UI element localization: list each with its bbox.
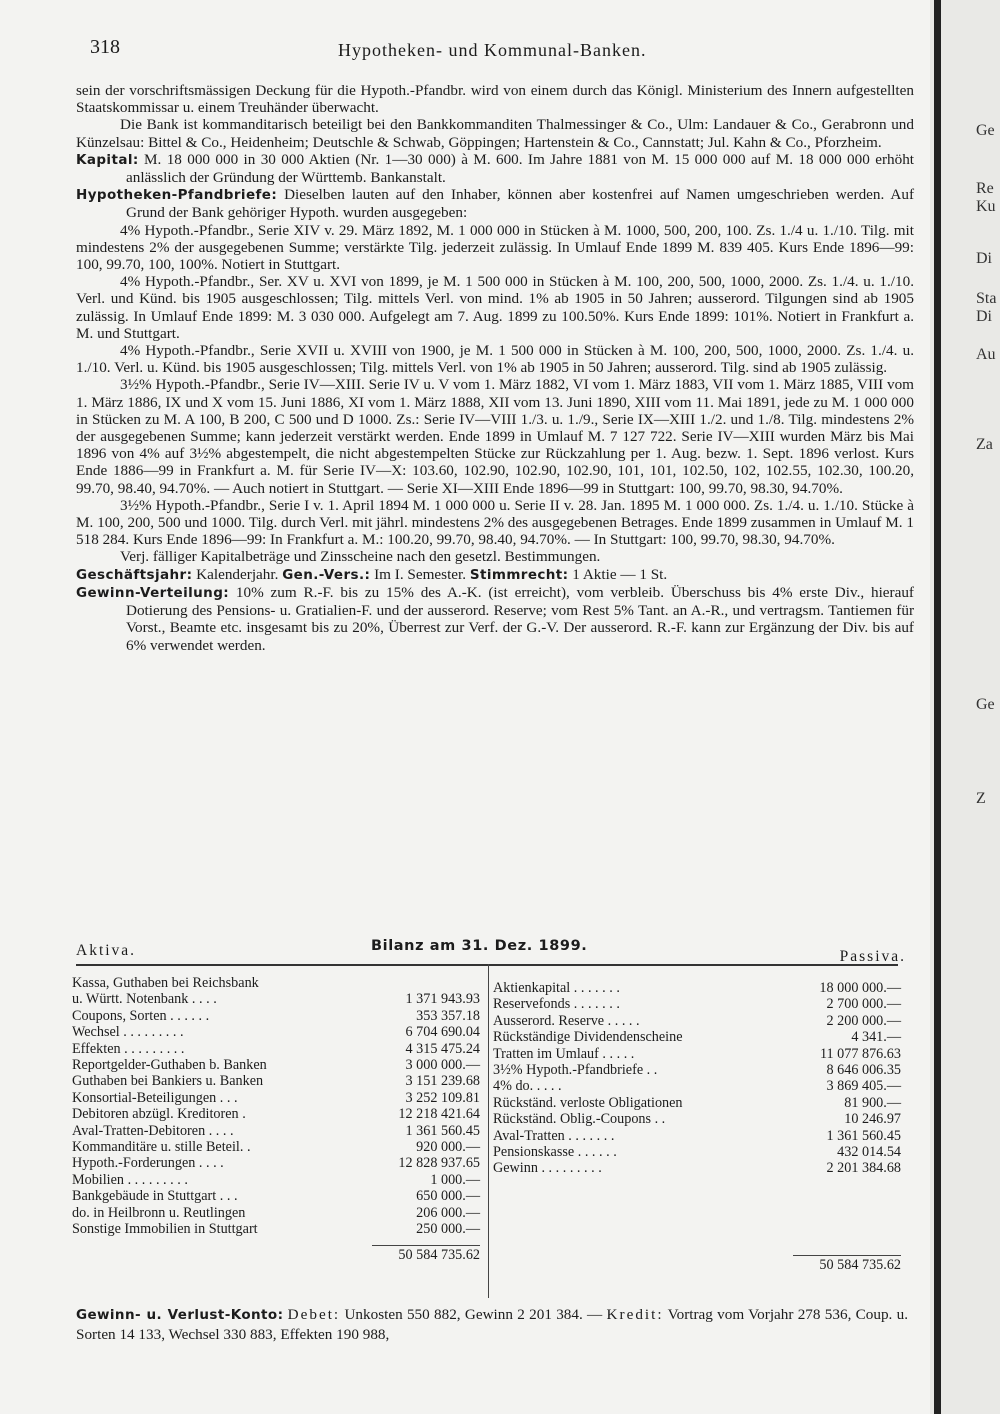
passiva-sum-rule bbox=[793, 1255, 901, 1256]
table-row bbox=[493, 1078, 901, 1094]
table-row bbox=[72, 1090, 480, 1106]
table-row bbox=[493, 1013, 901, 1029]
passiva-name: Gewinn . . . . . . . . . bbox=[493, 1160, 602, 1177]
passiva-value: 8 646 006.35 bbox=[826, 1062, 901, 1079]
pfandbriefe-text: Dieselben lauten auf den Inhaber, können aber kostenfrei auf Namen umgeschrieben werden. Auf Grund der Bank gehöriger Hypoth. wurden ausgegeben: bbox=[126, 186, 915, 222]
gewinn-verteilung-text: 10% zum R.-F. bis zu 15% des A.-K. (ist erreicht), vom verbleib. Überschuss bis 4% erste Div., hierauf Dotierung des Pensions- u. Gratialien-F. und der ausserord. Reserve; vom Rest 5% Tant. an A.-R., und vertragsm. Tantiemen für Vorst., Beamte etc. insgesamt bis zu 20%, Überrest zur Verf. der G.-V. Der ausserord. R.-F. kann zur Ergänzung der Div. bis auf 6% verwendet werden. bbox=[126, 583, 914, 654]
gutter-fragment: Sta bbox=[976, 290, 997, 307]
kredit-text: Vortrag vom Vorjahr 278 536, Coup. u. Sorten 14 133, Wechsel 330 883, Effekten 190 988, bbox=[76, 1306, 909, 1343]
section-kapital bbox=[76, 151, 914, 186]
table-row bbox=[493, 1029, 901, 1045]
aktiva-name: Kassa, Guthaben bei Reichsbank bbox=[72, 975, 259, 991]
page-fold-shadow bbox=[934, 0, 941, 1414]
passiva-name: 4% do. . . . . bbox=[493, 1078, 562, 1095]
gutter-fragment: Re bbox=[976, 180, 994, 197]
passiva-value: 81 900.— bbox=[844, 1094, 901, 1111]
table-row bbox=[493, 1046, 901, 1062]
aktiva-sum-rule bbox=[372, 1245, 480, 1246]
series-xiv: 4% Hypoth.-Pfandbr., Serie XIV v. 29. März 1892, M. 1 000 000 in Stücken à M. 1000, 500, 200, 100. Zs. 1./4 u. 1./10. Tilg. mit mindestens 2% der ausgegebenen Summe; verstärkte Tilg. jederzeit zulässig. In Umlauf Ende 1899 M. 839 405. Kurs Ende 1896—99: 100, 99.70, 100, 100%. Notiert in Stuttgart. bbox=[76, 221, 914, 274]
passiva-value: 2 700 000.— bbox=[826, 996, 901, 1013]
gen-vers-label: Gen.-Vers.: bbox=[282, 566, 371, 583]
passiva-name: Tratten im Umlauf . . . . . bbox=[493, 1045, 635, 1062]
aktiva-name: do. in Heilbronn u. Reutlingen bbox=[72, 1204, 246, 1221]
passiva-name: Aktienkapital . . . . . . . bbox=[493, 980, 620, 996]
passiva-spacer bbox=[493, 1177, 901, 1248]
aktiva-value: 1 000.— bbox=[430, 1171, 480, 1188]
aktiva-name: Sonstige Immobilien in Stuttgart bbox=[72, 1221, 258, 1238]
guv-label: Gewinn- u. Verlust-Konto: bbox=[76, 1307, 284, 1323]
section-pfandbriefe bbox=[76, 186, 914, 221]
pfandbriefe-label: Hypotheken-Pfandbriefe: bbox=[76, 187, 278, 204]
table-row bbox=[72, 1106, 480, 1122]
table-row bbox=[72, 1123, 480, 1139]
verjaehrung: Verj. fälliger Kapitalbeträge und Zinsscheine nach den gesetzl. Bestimmungen. bbox=[120, 548, 601, 566]
kapital-text: M. 18 000 000 in 30 000 Aktien (Nr. 1—30 000) à M. 600. Im Jahre 1881 von M. 15 000 000 auf M. 18 000 000 erhöht anlässlich der Gründung der Württemb. Bankanstalt. bbox=[126, 150, 915, 187]
table-row bbox=[72, 1041, 480, 1057]
passiva-total: 50 584 735.62 bbox=[819, 1256, 901, 1273]
table-row bbox=[493, 1111, 901, 1127]
gutter-fragment: Ku bbox=[976, 198, 996, 215]
aktiva-name: Coupons, Sorten . . . . . . bbox=[72, 1007, 210, 1024]
facing-page-edge bbox=[930, 0, 1000, 1414]
table-row bbox=[493, 996, 901, 1012]
passiva-table bbox=[493, 980, 901, 1273]
kredit-label: Kredit: bbox=[606, 1306, 664, 1323]
passiva-name: Rückständige Dividendenscheine bbox=[493, 1029, 683, 1046]
series-xvii-xviii: 4% Hypoth.-Pfandbr., Serie XVII u. XVIII von 1900, je M. 1 500 000 in Stücken à M. 100, 200, 500, 1000, 2000. Zs. 1./4. u. 1./10. Verl. u. Künd. bis 1905 ausgeschlossen; Tilg. mittels Verl. von 1% ab 1905 in 50 Jahren; ausserord. Tilg. sind ab 1905 zulässig. bbox=[76, 342, 914, 377]
running-head: Hypotheken- und Kommunal-Banken. bbox=[338, 40, 647, 60]
series-i-ii: 3½% Hypoth.-Pfandbr., Serie I v. 1. April 1894 M. 1 000 000 u. Serie II v. 28. Jan. 1895 M. 1 000 000. Zs. 1./4. u. 1./10. Stücke à M. 100, 200, 500 und 1000. Tilg. durch Verl. mit jährl. mindestens 2% des ausgegebenen Betrages. Ende 1899 zusammen in Umlauf M. 1 518 284. Kurs Ende 1896—99: In Frankfurt a. M.: 100.20, 99.70, 98.40, 94.70%. — In Stuttgart: 100, 99.70, 98.30, 94.70%. bbox=[76, 496, 914, 549]
geschaeftsjahr-text: Kalenderjahr. bbox=[196, 565, 279, 583]
table-row bbox=[72, 1188, 480, 1204]
aktiva-name: Wechsel . . . . . . . . . bbox=[72, 1024, 184, 1041]
table-row bbox=[72, 1221, 480, 1237]
aktiva-value: 920 000.— bbox=[416, 1139, 480, 1156]
aktiva-name: u. Württ. Notenbank . . . . bbox=[72, 991, 217, 1008]
passiva-value: 4 341.— bbox=[851, 1029, 901, 1046]
aktiva-value bbox=[379, 975, 480, 991]
passiva-value: 2 200 000.— bbox=[826, 1012, 901, 1029]
debet-label: Debet: bbox=[287, 1306, 341, 1323]
gen-vers-text: Im I. Semester. bbox=[374, 565, 467, 583]
aktiva-name: Debitoren abzügl. Kreditoren . bbox=[72, 1106, 246, 1123]
table-row bbox=[72, 1008, 480, 1024]
bilanz-header bbox=[76, 938, 906, 965]
aktiva-total: 50 584 735.62 bbox=[398, 1246, 480, 1263]
aktiva-value: 1 371 943.93 bbox=[405, 991, 480, 1008]
gutter-fragment: Z bbox=[976, 790, 986, 807]
table-row bbox=[72, 1155, 480, 1171]
geschaeftsjahr-label: Geschäftsjahr: bbox=[76, 566, 193, 583]
passiva-value: 18 000 000.— bbox=[819, 980, 901, 996]
aktiva-name: Aval-Tratten-Debitoren . . . . bbox=[72, 1122, 234, 1139]
gewinn-verlust-konto bbox=[76, 1305, 908, 1344]
aktiva-name: Kommanditäre u. stille Beteil. . bbox=[72, 1139, 251, 1156]
gutter-fragment: Ge bbox=[976, 696, 995, 713]
aktiva-value: 353 357.18 bbox=[416, 1007, 480, 1024]
series-iv-xiii: 3½% Hypoth.-Pfandbr., Serie IV—XIII. Serie IV u. V vom 1. März 1882, VI vom 1. März 1883, VII vom 1. März 1885, VIII vom 1. März 1886, IX und X vom 15. Juni 1886, XI vom 1. März 1888, XII vom 13. Juni 1890, XIII vom 11. Mai 1891, jede zu M. 1 000 000 in Stücken zu M. A 100, B 200, C 500 und D 1000. Zs.: Serie IV—VIII 1./3. u. 1./9., Serie IX—XIII 1./2. und 1./8. Tilg. mindestens 2% der ausgegebenen Summe; kann jederzeit verstärkt werden. Ende 1899 in Umlauf M. 7 127 722. Serie IV—XIII wurden März bis Mai 1896 von 4% auf 3½% abgestempelt, die nicht abgestempelten Stücke zur Rückzahlung per 1. Aug. bezw. 1. Sept. 1896 verlost. Kurs Ende 1886—99 in Frankfurt a. M. für Serie IV—X: 103.60, 102.90, 102.90, 102.90, 101, 101, 102.50, 102, 102.55, 102.30, 100.20, 99.70, 98.40, 94.70%. — Auch notiert in Stuttgart. — Serie XI—XIII Ende 1896—99 in Stuttgart: 100, 99.70, 98.30, 94.70%. bbox=[76, 376, 914, 497]
table-row bbox=[493, 1160, 901, 1176]
stimmrecht-text: 1 Aktie — 1 St. bbox=[572, 565, 668, 583]
stimmrecht-label: Stimmrecht: bbox=[469, 566, 569, 583]
aktiva-name: Effekten . . . . . . . . . bbox=[72, 1040, 185, 1057]
table-row bbox=[493, 1128, 901, 1144]
table-row bbox=[493, 1144, 901, 1160]
aktiva-value: 12 218 421.64 bbox=[398, 1106, 480, 1123]
gutter-fragment: Za bbox=[976, 436, 993, 453]
table-row bbox=[493, 1095, 901, 1111]
debet-text: Unkosten 550 882, Gewinn 2 201 384. — bbox=[344, 1306, 603, 1323]
section-gewinn-verteilung bbox=[76, 584, 914, 654]
passiva-name: Reservefonds . . . . . . . bbox=[493, 996, 620, 1013]
aktiva-name: Guthaben bei Bankiers u. Banken bbox=[72, 1073, 264, 1090]
aktiva-value: 6 704 690.04 bbox=[405, 1024, 480, 1041]
aktiva-value: 4 315 475.24 bbox=[405, 1040, 480, 1057]
passiva-name: Ausserord. Reserve . . . . . bbox=[493, 1012, 640, 1029]
passiva-value: 1 361 560.45 bbox=[826, 1127, 901, 1144]
table-row bbox=[72, 1139, 480, 1155]
kapital-label: Kapital: bbox=[76, 151, 139, 168]
passiva-value: 11 077 876.63 bbox=[819, 1045, 901, 1062]
aktiva-value: 12 828 937.65 bbox=[398, 1155, 480, 1172]
table-row bbox=[493, 1062, 901, 1078]
table-row bbox=[72, 1024, 480, 1040]
aktiva-name: Reportgelder-Guthaben b. Banken bbox=[72, 1057, 267, 1074]
aktiva-name: Mobilien . . . . . . . . . bbox=[72, 1171, 188, 1188]
aktiva-value: 206 000.— bbox=[416, 1204, 480, 1221]
table-row bbox=[72, 1073, 480, 1089]
section-geschaeftsjahr bbox=[76, 566, 914, 584]
aktiva-value: 3 000 000.— bbox=[405, 1057, 480, 1074]
gutter-fragment: Ge bbox=[976, 122, 995, 139]
aktiva-value: 3 252 109.81 bbox=[405, 1089, 480, 1106]
bilanz-top-rule bbox=[76, 964, 898, 966]
passiva-value: 10 246.97 bbox=[844, 1111, 901, 1128]
passiva-name: Rückständ. Oblig.-Coupons . . bbox=[493, 1111, 666, 1128]
paragraph-kommanditen: Die Bank ist kommanditarisch beteiligt bei den Bankkommanditen Thalmessinger & Co., Ulm: Landauer & Co., Gerabronn und Künzelsau: Bittel & Co., Heidenheim; Deutschle & Schwab, Göppingen; Hartenstein & Co., Cannstatt; Jul. Kahn & Co., Pforzheim. bbox=[76, 116, 914, 151]
table-row bbox=[72, 975, 480, 991]
aktiva-value: 1 361 560.45 bbox=[405, 1122, 480, 1139]
passiva-name: 3½% Hypoth.-Pfandbriefe . . bbox=[493, 1062, 658, 1079]
passiva-value: 2 201 384.68 bbox=[826, 1160, 901, 1177]
gutter-fragment: Au bbox=[976, 346, 996, 363]
bilanz-title: Bilanz am 31. Dez. 1899. bbox=[371, 938, 588, 954]
table-row bbox=[72, 991, 480, 1007]
series-xv-xvi: 4% Hypoth.-Pfandbr., Ser. XV u. XVI von 1899, je M. 1 500 000 in Stücken à M. 100, 200, 500, 1000, 2000. Zs. 1./4. u. 1./10. Verl. und Künd. bis 1905 ausgeschlossen; Tilg. mittels Verl. von mind. 1% ab 1905 in 50 Jahren; ausserord. Tilgungen sind ab 1905 zulässig. In Umlauf Ende 1899: M. 3 030 000. Aufgelegt am 7. Aug. 1899 zu 100.50%. Kurs Ende 1899: 101%. Notiert in Frankfurt a. M. und Stuttgart. bbox=[76, 273, 914, 342]
guv-paragraph bbox=[76, 1305, 908, 1344]
aktiva-name: Konsortial-Beteiligungen . . . bbox=[72, 1089, 238, 1106]
aktiva-name: Hypoth.-Forderungen . . . . bbox=[72, 1155, 224, 1172]
paragraph-deckung: sein der vorschriftsmässigen Deckung für die Hypoth.-Pfandbr. wird von einem durch das Königl. Ministerium des Innern aufgestellten Staatskommissar u. einem Treuhänder überwacht. bbox=[76, 82, 914, 117]
aktiva-value: 3 151 239.68 bbox=[405, 1073, 480, 1090]
table-row bbox=[493, 980, 901, 996]
gewinn-verteilung-label: Gewinn-Verteilung: bbox=[76, 584, 230, 601]
table-row bbox=[72, 1172, 480, 1188]
passiva-label: Passiva. bbox=[839, 948, 906, 965]
bilanz-column-divider bbox=[488, 964, 489, 1298]
body-text bbox=[76, 82, 914, 654]
passiva-name: Pensionskasse . . . . . . bbox=[493, 1144, 617, 1161]
table-row bbox=[72, 1205, 480, 1221]
gutter-fragment: Di bbox=[976, 250, 992, 267]
passiva-value: 3 869 405.— bbox=[826, 1078, 901, 1095]
aktiva-value: 650 000.— bbox=[416, 1188, 480, 1205]
aktiva-table bbox=[72, 975, 480, 1263]
page-number: 318 bbox=[90, 36, 120, 58]
aktiva-label: Aktiva. bbox=[76, 942, 137, 959]
gutter-fragment: Di bbox=[976, 308, 992, 325]
passiva-name: Aval-Tratten . . . . . . . bbox=[493, 1127, 615, 1144]
passiva-value: 432 014.54 bbox=[837, 1144, 901, 1161]
table-row bbox=[72, 1057, 480, 1073]
passiva-name: Rückständ. verloste Obligationen bbox=[493, 1094, 683, 1111]
aktiva-value: 250 000.— bbox=[416, 1221, 480, 1238]
aktiva-name: Bankgebäude in Stuttgart . . . bbox=[72, 1188, 238, 1205]
